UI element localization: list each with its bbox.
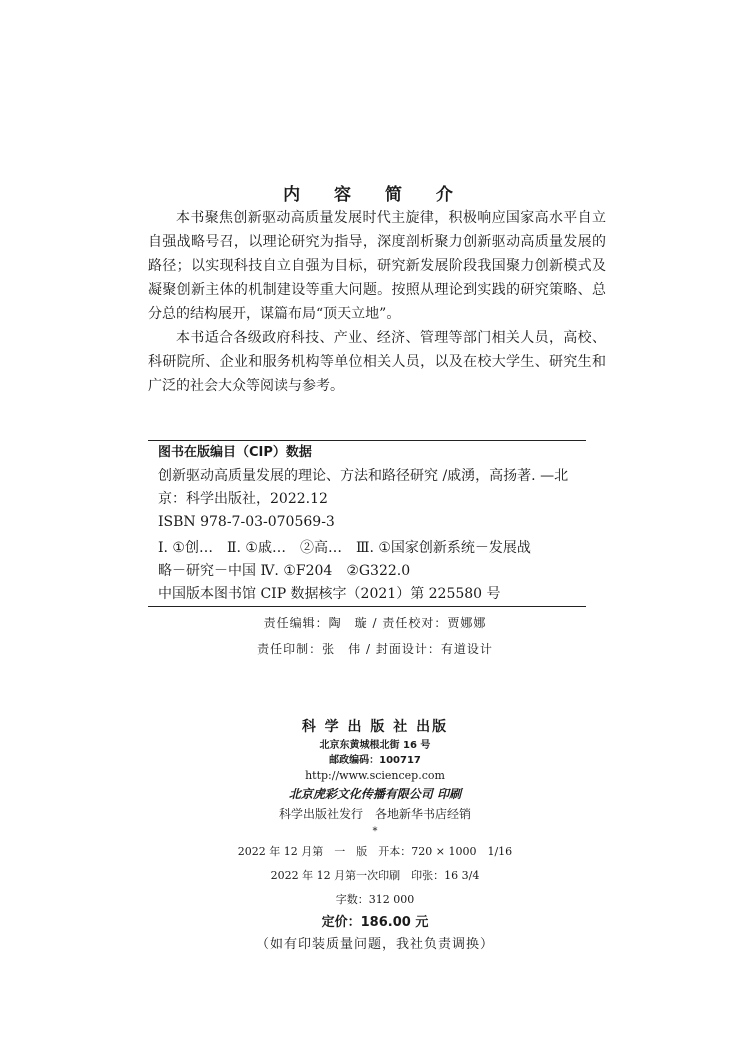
printer-line: 北京虎彩文化传播有限公司 印刷 (288, 787, 462, 801)
publisher-address: 北京东黄城根北街 16 号 (319, 740, 431, 751)
summary-paragraph-2: 本书适合各级政府科技、产业、经济、管理等部门相关人员，高校、科研院所、企业和服务机构等单位相关人员，以及在校大学生、研究生和广泛的社会大众等阅读与参考。 (148, 330, 606, 394)
price: 定价：186.00 元 (321, 915, 429, 930)
cip-block (148, 440, 586, 607)
credits-production: 责任印制：张 伟 / 封面设计：有道设计 (257, 642, 493, 656)
cip-classification-line-1: Ⅰ. ①创… Ⅱ. ①戚… ②高… Ⅲ. ①国家创新系统－发展战 (158, 540, 531, 556)
edition-line: 2022 年 12 月第 一 版 开本：720 × 1000 1/16 (237, 845, 513, 858)
word-count: 字数：312 000 (335, 893, 415, 906)
website: http://www.sciencep.com (305, 769, 445, 782)
cip-number: 中国版本图书馆 CIP 数据核字（2021）第 225580 号 (158, 586, 501, 602)
cip-isbn: ISBN 978-7-03-070569-3 (158, 514, 335, 530)
imprint-block (0, 716, 750, 956)
cip-classification-line-2: 略－研究－中国 Ⅳ. ①F204 ②G322.0 (158, 563, 411, 579)
publisher-line: 科 学 出 版 社 出版 (301, 719, 449, 735)
distribution-line: 科学出版社发行 各地新华书店经销 (278, 807, 471, 821)
credits-editors: 责任编辑：陶 璇 / 责任校对：贾娜娜 (263, 616, 487, 630)
quality-notice: （如有印装质量问题，我社负责调换） (255, 937, 494, 952)
cip-bottom-rule (148, 606, 586, 607)
cip-entry-line-2: 京：科学出版社，2022.12 (158, 491, 328, 507)
printing-line: 2022 年 12 月第一次印刷 印张：16 3/4 (270, 869, 480, 882)
cip-heading: 图书在版编目（CIP）数据 (158, 445, 312, 460)
cip-entry-line-1: 创新驱动高质量发展的理论、方法和路径研究 /戚湧，高扬著. —北 (158, 468, 569, 484)
separator-asterisk: * (372, 826, 378, 837)
summary-paragraph-1: 本书聚焦创新驱动高质量发展时代主旋律，积极响应国家高水平自立自强战略号召，以理论研究为指导，深度剖析聚力创新驱动高质量发展的路径；以实现科技自立自强为目标，研究新发展阶段我国聚力创新模式及凝聚创新主体的机制建设等重大问题。按照从理论到实践的研究策略、总分总的结构展开，谋篇布局“顶天立地”。 (148, 210, 606, 322)
summary-title: 内 容 简 介 (283, 185, 467, 205)
postcode: 邮政编码：100717 (329, 755, 421, 766)
